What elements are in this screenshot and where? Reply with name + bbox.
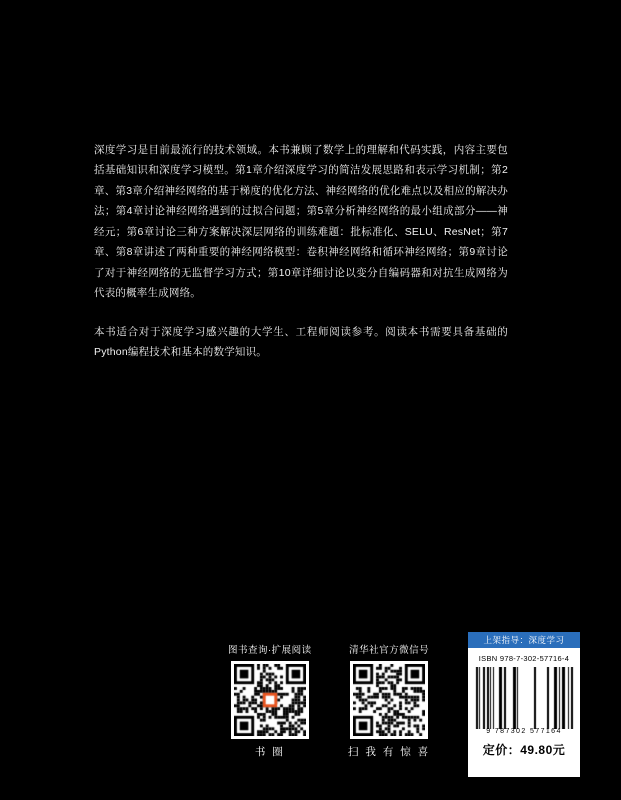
book-query-qr-icon [231,661,309,739]
wechat-qr-icon [350,661,428,739]
back-cover-blurb [94,140,508,363]
blurb-paragraph-1: 深度学习是目前最流行的技术领域。本书兼顾了数学上的理解和代码实践，内容主要包括基础知识和深度学习模型。第1章介绍深度学习的简洁发展思路和表示学习机制；第2章、第3章介绍神经网络的基于梯度的优化方法、神经网络的优化难点以及相应的解决办法；第4章讨论神经网络遇到的过拟合问题；第5章分析神经网络的最小组成部分——神经元；第6章讨论三种方案解决深层网络的训练难题：批标准化、SELU、ResNet；第7章、第8章讲述了两种重要的神经网络模型：卷积神经网络和循环神经网络；第9章讨论了对于神经网络的无监督学习方式；第10章详细讨论以变分自编码器和对抗生成网络为代表的概率生成网络。 [94,144,508,300]
wechat-qr-sublabel: 扫 我 有 惊 喜 [348,746,431,758]
isbn-price-panel [468,632,580,777]
cover-bottom-strip [0,620,621,800]
barcode-digits: 9 787302 577164 [486,728,562,735]
wechat-qr-block [348,642,430,759]
barcode-image [473,667,575,729]
shelf-guidance-bar: 上架指导：深度学习 [468,632,580,648]
book-query-qr-caption: 图书查询·扩展阅读 [228,645,312,656]
price-label: 定价：49.80元 [482,743,566,757]
book-query-qr-sublabel: 书 圈 [254,746,285,758]
isbn-number: ISBN 978-7-302-57716-4 [478,654,570,663]
wechat-qr-caption: 清华社官方微信号 [349,645,430,656]
blurb-paragraph-2: 本书适合对于深度学习感兴趣的大学生、工程师阅读参考。阅读本书需要具备基础的Python编程技术和基本的数学知识。 [94,325,508,359]
book-query-qr-block [228,642,312,759]
